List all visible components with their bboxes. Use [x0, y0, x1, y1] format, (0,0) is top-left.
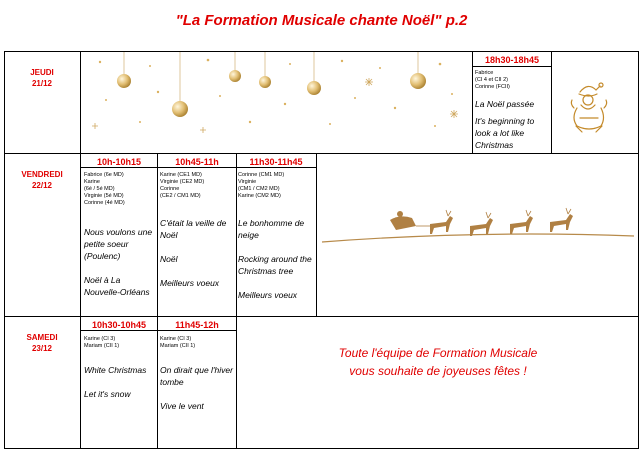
- song-title: Vive le vent: [160, 401, 204, 411]
- slot-time: 10h-10h15: [96, 157, 142, 167]
- slot-teachers: Karine (CI 3) Mariam (CII 1): [160, 336, 196, 349]
- song-title: Noël à La Nouvelle-Orléans: [84, 275, 150, 297]
- slot-teachers: Fabrice (CI 4 et CII 2) Corinne (FCII): [475, 70, 510, 90]
- slot-teachers: Karine (CI 3) Mariam (CII 1): [84, 336, 120, 349]
- day-label-jeudi: JEUDI 21/12: [30, 68, 54, 88]
- song-title: Nous voulons une petite soeur (Poulenc): [84, 227, 153, 261]
- song-title: Meilleurs voeux: [160, 278, 220, 288]
- slot-teachers: Karine (CE1 MD) Virginie (CE2 MD) Corinne (CE2 / CM1 MD): [160, 172, 205, 199]
- song-title: Rocking around the Christmas tree: [238, 254, 312, 276]
- song-title: On dirait que l'hiver tombe: [160, 365, 233, 387]
- greeting-message: Toute l'équipe de Formation Musicale vous souhaite de joyeuses fêtes !: [338, 346, 538, 378]
- christmas-baubles-icon: [80, 52, 472, 148]
- reindeer-sleigh-icon: [320, 200, 636, 248]
- santa-claus-icon: [568, 78, 610, 136]
- day-label-vendredi: VENDREDI 22/12: [21, 170, 63, 190]
- song-title: Le bonhomme de neige: [238, 218, 305, 240]
- song-title: La Noël passée: [475, 99, 535, 109]
- song-title: Noël: [160, 254, 178, 264]
- slot-time: 10h45-11h: [175, 157, 219, 167]
- song-title: C'était la veille de Noël: [160, 218, 227, 240]
- page-title: "La Formation Musicale chante Noël" p.2: [175, 12, 468, 29]
- day-label-samedi: SAMEDI 23/12: [26, 333, 58, 353]
- slot-time: 18h30-18h45: [484, 55, 540, 65]
- song-title: Meilleurs voeux: [238, 290, 298, 300]
- song-title: White Christmas: [84, 365, 147, 375]
- song-title: It's beginning to look a lot like Christmas: [475, 116, 535, 150]
- slot-teachers: Fabrice (6e MD) Karine (6é / 5é MD) Virginie (5é MD) Corinne (4é MD): [84, 172, 125, 206]
- slot-time: 11h30-11h45: [249, 157, 303, 167]
- slot-teachers: Corinne (CM1 MD) Virginie (CM1 / CM2 MD) Karine (CM2 MD): [238, 172, 285, 199]
- slot-time: 11h45-12h: [175, 320, 219, 330]
- song-title: Let it's snow: [84, 389, 131, 399]
- slot-time: 10h30-10h45: [91, 320, 147, 330]
